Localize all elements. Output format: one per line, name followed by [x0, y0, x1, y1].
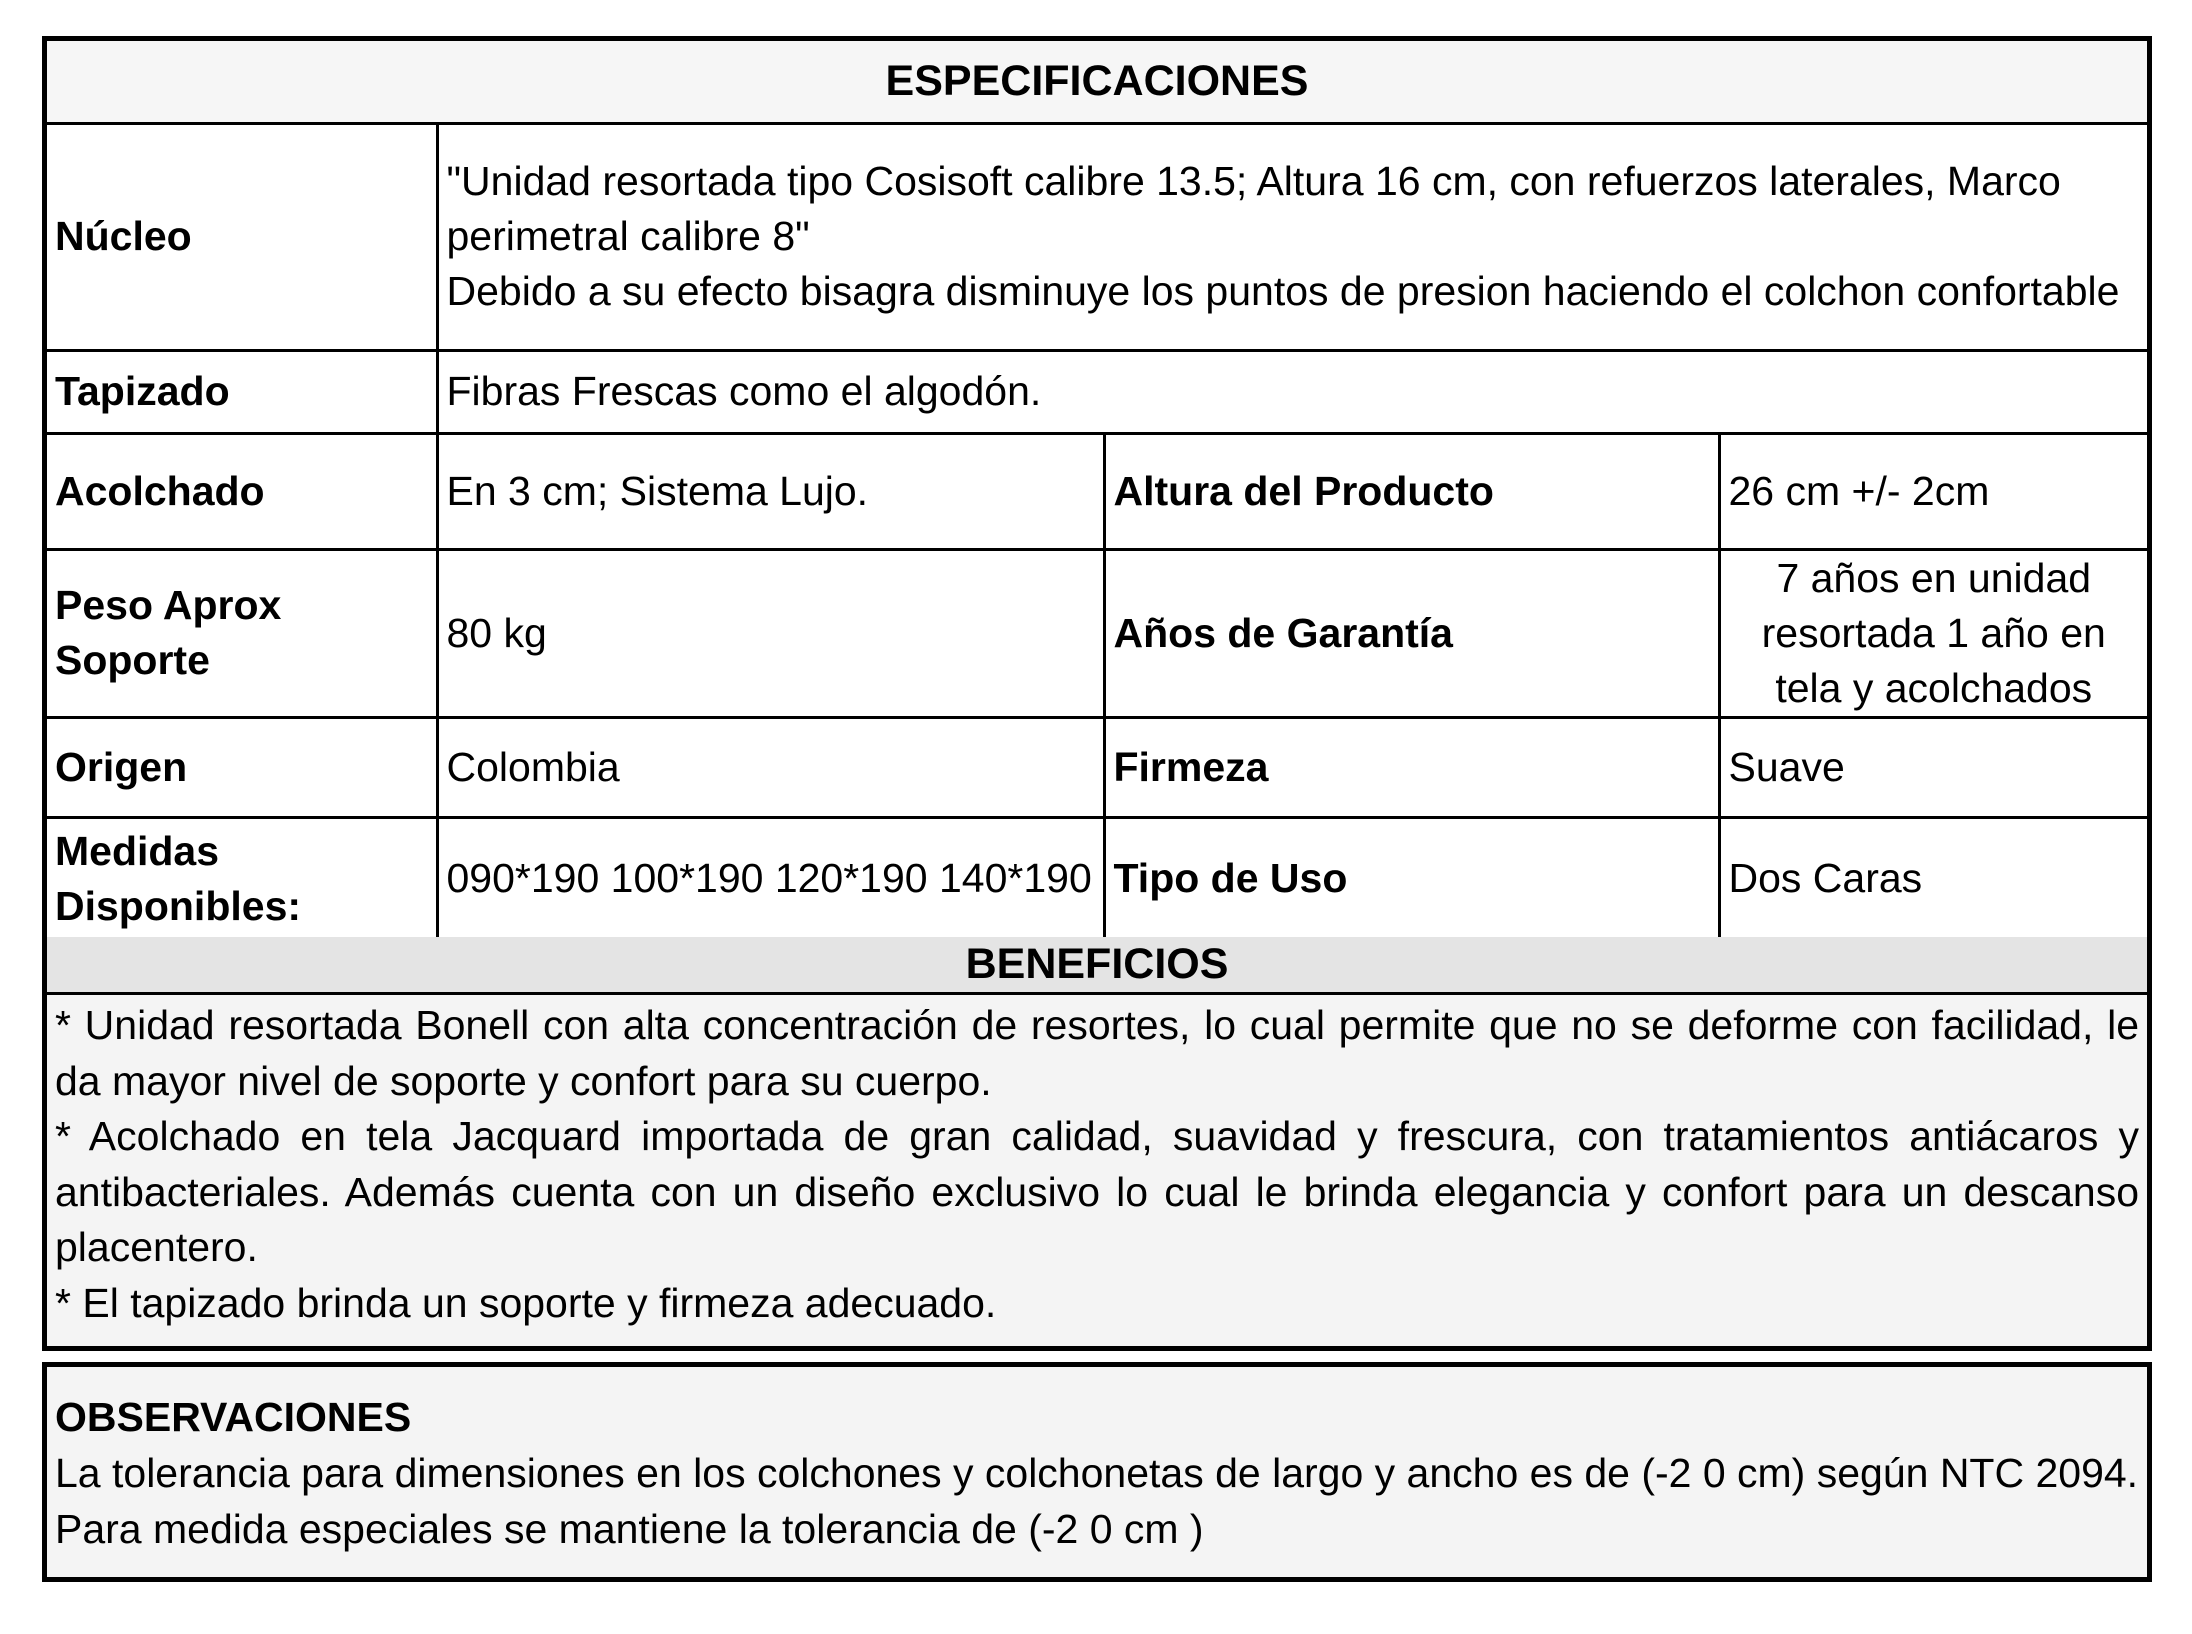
value-firmeza: Suave	[1719, 717, 2147, 817]
value-garantia: 7 años en unidad resortada 1 año en tela y acolchados	[1719, 549, 2147, 717]
value-tapizado: Fibras Frescas como el algodón.	[437, 350, 2147, 433]
value-acolchado: En 3 cm; Sistema Lujo.	[437, 433, 1104, 549]
nucleo-line-2: Debido a su efecto bisagra disminuye los puntos de presion haciendo el colchon confortable	[446, 268, 2120, 315]
beneficios-list	[47, 995, 2147, 1346]
row-origen	[47, 717, 2147, 817]
observaciones-title: OBSERVACIONES	[55, 1394, 412, 1440]
value-tipo-uso: Dos Caras	[1719, 817, 2147, 940]
nucleo-line-1: "Unidad resortada tipo Cosisoft calibre 13.5; Altura 16 cm, con refuerzos laterales, Marco perimetral calibre 8"	[446, 158, 2061, 260]
value-peso: 80 kg	[437, 549, 1104, 717]
observaciones-body	[47, 1367, 2147, 1557]
beneficio-item: * Unidad resortada Bonell con alta concentración de resortes, lo cual permite que no se deforme con facilidad, le da mayor nivel de soporte y confort para su cuerpo.	[55, 1002, 2139, 1104]
specifications-header: ESPECIFICACIONES	[47, 41, 2147, 125]
value-origen: Colombia	[437, 717, 1104, 817]
label-acolchado: Acolchado	[47, 433, 437, 549]
value-altura: 26 cm +/- 2cm	[1719, 433, 2147, 549]
value-medidas: 090*190 100*190 120*190 140*190	[437, 817, 1104, 940]
row-acolchado	[47, 433, 2147, 549]
label-tipo-uso: Tipo de Uso	[1104, 817, 1719, 940]
row-nucleo	[47, 125, 2147, 350]
label-origen: Origen	[47, 717, 437, 817]
label-nucleo: Núcleo	[47, 125, 437, 350]
row-tapizado	[47, 350, 2147, 433]
specifications-table	[42, 36, 2152, 1351]
row-medidas	[47, 817, 2147, 940]
row-peso	[47, 549, 2147, 717]
label-medidas: Medidas Disponibles:	[47, 817, 437, 940]
beneficio-item: * Acolchado en tela Jacquard importada de gran calidad, suavidad y frescura, con tratamientos antiácaros y antibacteriales. Además cuenta con un diseño exclusivo lo cual le brinda elegancia y confort para un descanso placentero.	[55, 1113, 2139, 1270]
beneficios-header: BENEFICIOS	[47, 937, 2147, 995]
value-nucleo	[437, 125, 2147, 350]
specifications-grid	[47, 125, 2147, 942]
beneficio-item: * El tapizado brinda un soporte y firmeza adecuado.	[55, 1279, 997, 1326]
observaciones-text: La tolerancia para dimensiones en los colchones y colchonetas de largo y ancho es de (-2 0 cm) según NTC 2094. Para medida especiales se mantiene la tolerancia de (-2 0 cm )	[55, 1450, 2139, 1552]
observaciones-box	[42, 1362, 2152, 1582]
label-garantia: Años de Garantía	[1104, 549, 1719, 717]
label-peso: Peso Aprox Soporte	[47, 549, 437, 717]
label-altura: Altura del Producto	[1104, 433, 1719, 549]
label-tapizado: Tapizado	[47, 350, 437, 433]
label-firmeza: Firmeza	[1104, 717, 1719, 817]
